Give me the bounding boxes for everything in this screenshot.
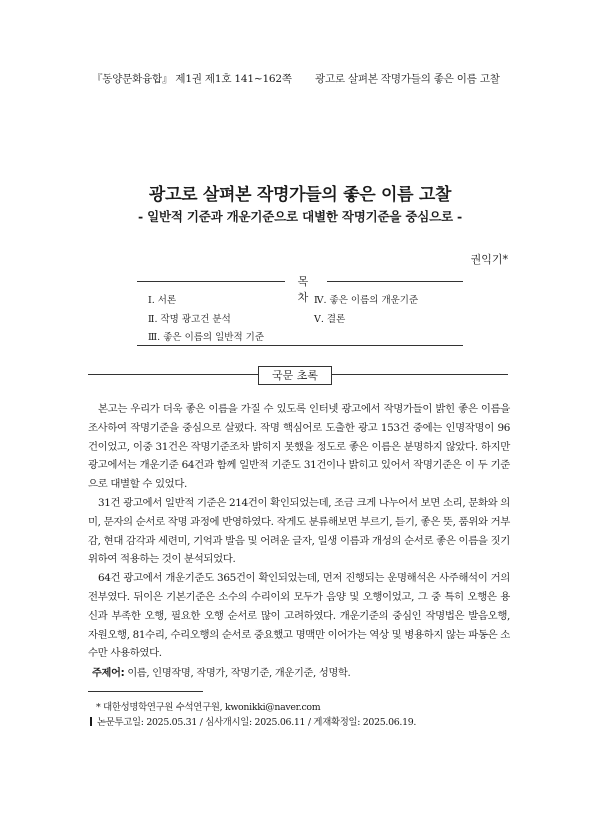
- toc-item-1: Ⅰ. 서론: [148, 295, 177, 306]
- footnote-bar-marker: [90, 717, 92, 726]
- toc-item-3: Ⅲ. 좋은 이름의 일반적 기준: [148, 332, 265, 343]
- footnote-dates: 논문투고일: 2025.05.31 / 심사개시일: 2025.06.11 / 게재확정일: 2025.06.19.: [97, 717, 417, 728]
- footnote-author-note: * 대한성명학연구원 수석연구원, kwonikki@naver.com: [96, 702, 321, 713]
- abstract-paragraph-3: 64건 광고에서 개운기준도 365건이 확인되었는데, 먼저 진행되는 운명해석은 사주해석이 거의 전부였다. 뒤이은 기본기준은 소수의 수리이외 모두가 음양 및 오행이었고, 그 중 특히 오행은 용신과 부족한 오행, 필요한 오행 순서로 많이 고려하였다. 개운기준의 중심인 작명법은 발음오행, 자원오행, 81수리, 수리오행의 순서로 중요했고 명맥만 이어가는 역상 및 병용하지 않는 파동은 소수만 사용하였다.: [88, 572, 510, 660]
- toc-bottom-rule: [137, 345, 463, 346]
- toc-item-2: Ⅱ. 작명 광고건 분석: [148, 313, 231, 325]
- running-header-right: 광고로 살펴본 작명가들의 좋은 이름 고찰: [315, 73, 500, 85]
- toc-left-column: [148, 292, 264, 348]
- paper-title: 광고로 살펴본 작명가들의 좋은 이름 고찰: [148, 185, 452, 205]
- abstract-rule-right: [332, 374, 508, 375]
- toc-heading: 목 차: [297, 275, 315, 304]
- toc-top-rule-right: [327, 281, 463, 282]
- abstract-body: [88, 400, 510, 663]
- toc-item-4: Ⅳ. 좋은 이름의 개운기준: [314, 295, 419, 306]
- abstract-paragraph-2: 31건 광고에서 일반적 기준은 214건이 확인되었는데, 조금 크게 나누어서 보면 소리, 문화와 의미, 문자의 순서로 작명 과정에 반영하였다. 작게도 분류해보면 부르기, 듣기, 좋은 뜻, 품위와 거부감, 현대 감각과 세련미, 기억과 발음 및 어려운 글자, 일생 이름과 개성의 순서로 좋은 이름을 짓기 위하여 적용하는 것이 분석되었다.: [88, 496, 510, 566]
- abstract-paragraph-1: 본고는 우리가 더욱 좋은 이름을 가질 수 있도록 인터넷 광고에서 작명가들이 밝힌 좋은 이름을 조사하여 작명기준을 중심으로 살폈다. 작명 핵심어로 도출한 광고 153건 중에는 인명작명이 96건이었고, 이중 31건은 작명기준조차 밝히지 못했을 정도로 좋은 이름은 분명하지 않았다. 하지만 광고에서는 개운기준 64건과 함께 일반적 기준도 31건이나 밝히고 있어서 작명기준은 이 두 기준으로 대별할 수 있었다.: [88, 403, 510, 491]
- footnote-rule: [88, 691, 203, 692]
- abstract-heading: 국문 초록: [258, 366, 332, 385]
- abstract-rule-left: [88, 374, 258, 375]
- toc-top-rule-left: [137, 281, 285, 282]
- running-header-left: 『동양문화융합』 제1권 제1호 141∼162쪽: [92, 73, 292, 85]
- keywords: [92, 664, 351, 679]
- keywords-text: 이름, 인명작명, 작명가, 작명기준, 개운기준, 성명학.: [124, 668, 351, 679]
- author-name: 권익기*: [470, 253, 508, 266]
- keywords-label: 주제어:: [92, 668, 125, 679]
- footnote-dates-line: [90, 714, 416, 728]
- toc-item-5: Ⅴ. 결론: [314, 313, 346, 325]
- toc-right-column: [314, 292, 418, 329]
- paper-subtitle: - 일반적 기준과 개운기준으로 대별한 작명기준을 중심으로 -: [137, 209, 463, 224]
